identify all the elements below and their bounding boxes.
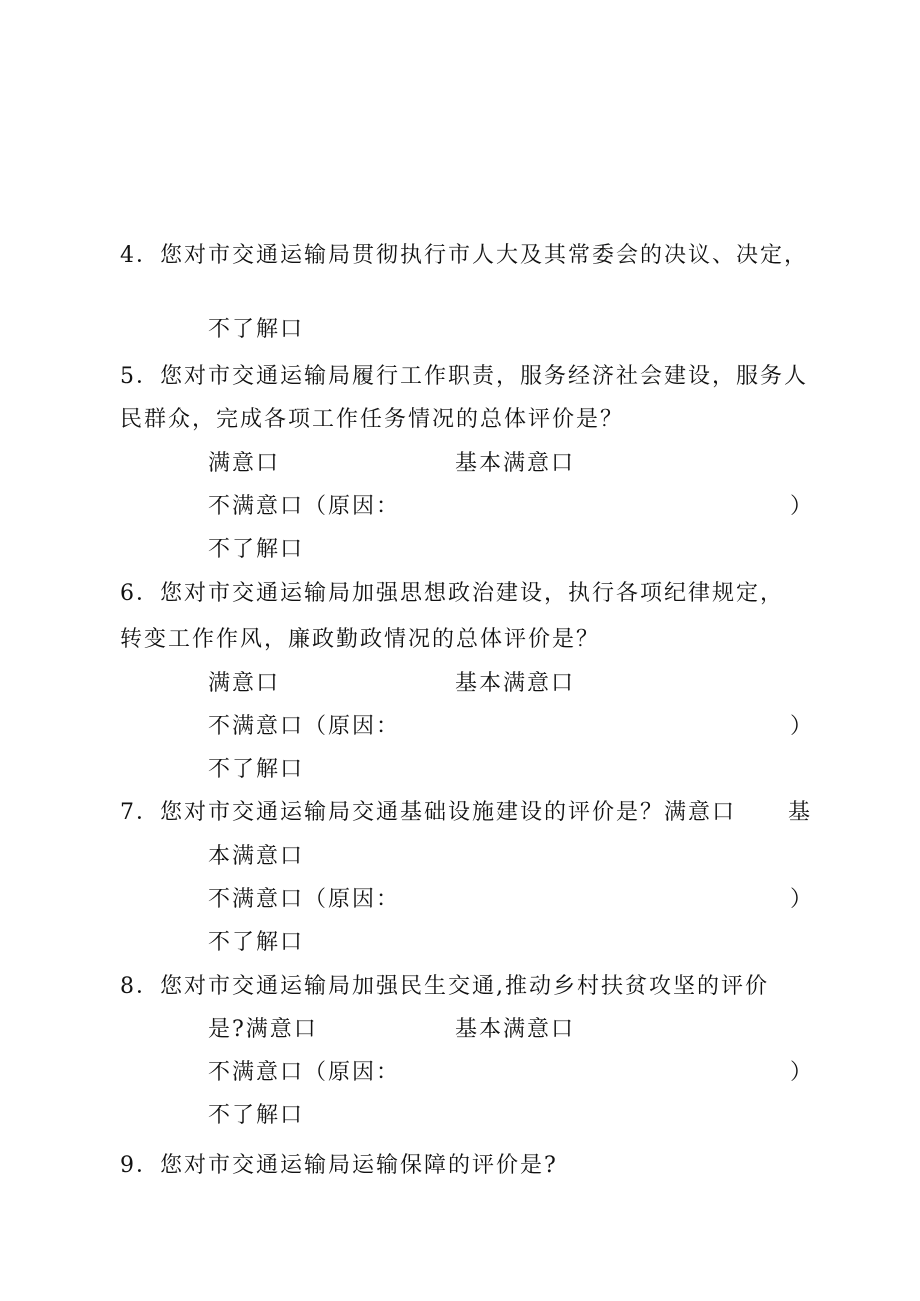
q4-text: 4．您对市交通运输局贯彻执行市人大及其常委会的决议、决定， — [120, 243, 808, 268]
q6-option-satisfied[interactable]: 满意口 — [208, 671, 281, 696]
q9-text: 9．您对市交通运输局运输保障的评价是? — [120, 1153, 558, 1178]
q5-text-line2: 民群众，完成各项工作任务情况的总体评价是？ — [120, 407, 625, 432]
q5-option-unsatisfied[interactable]: 不满意口（原因： — [208, 494, 401, 519]
q8-text-line1: 8．您对市交通运输局加强民生交通,推动乡村扶贫攻坚的评价 — [120, 974, 769, 999]
q8-option-unsatisfied[interactable]: 不满意口（原因： — [208, 1060, 401, 1085]
q7-option-unsatisfied[interactable]: 不满意口（原因： — [208, 887, 401, 912]
q5-paren-close: ） — [790, 494, 815, 519]
q8-option-satisfied[interactable]: 是?满意口 — [208, 1017, 318, 1042]
q5-option-satisfied[interactable]: 满意口 — [208, 451, 281, 476]
q6-text-line2: 转变工作作风，廉政勤政情况的总体评价是？ — [120, 627, 601, 652]
q8-paren-close: ） — [790, 1060, 815, 1085]
q7-text-line1-tail: 基 — [788, 800, 813, 825]
q6-option-unsatisfied[interactable]: 不满意口（原因： — [208, 714, 401, 739]
q8-option-basic-satisfied[interactable]: 基本满意口 — [455, 1017, 576, 1042]
q4-option-unknown[interactable]: 不了解口 — [208, 317, 305, 342]
q8-option-unknown[interactable]: 不了解口 — [208, 1103, 305, 1128]
q6-text-line1: 6．您对市交通运输局加强思想政治建设，执行各项纪律规定， — [120, 581, 784, 606]
q5-option-unknown[interactable]: 不了解口 — [208, 537, 305, 562]
q6-paren-close: ） — [790, 714, 815, 739]
q5-option-basic-satisfied[interactable]: 基本满意口 — [455, 451, 576, 476]
q7-paren-close: ） — [790, 887, 815, 912]
q6-option-basic-satisfied[interactable]: 基本满意口 — [455, 671, 576, 696]
q5-text-line1: 5．您对市交通运输局履行工作职责，服务经济社会建设，服务人 — [120, 364, 808, 389]
q7-text-line1: 7．您对市交通运输局交通基础设施建设的评价是？满意口 — [120, 800, 736, 825]
q6-option-unknown[interactable]: 不了解口 — [208, 757, 305, 782]
q7-option-unknown[interactable]: 不了解口 — [208, 930, 305, 955]
q7-option-basic-satisfied[interactable]: 本满意口 — [208, 844, 305, 869]
